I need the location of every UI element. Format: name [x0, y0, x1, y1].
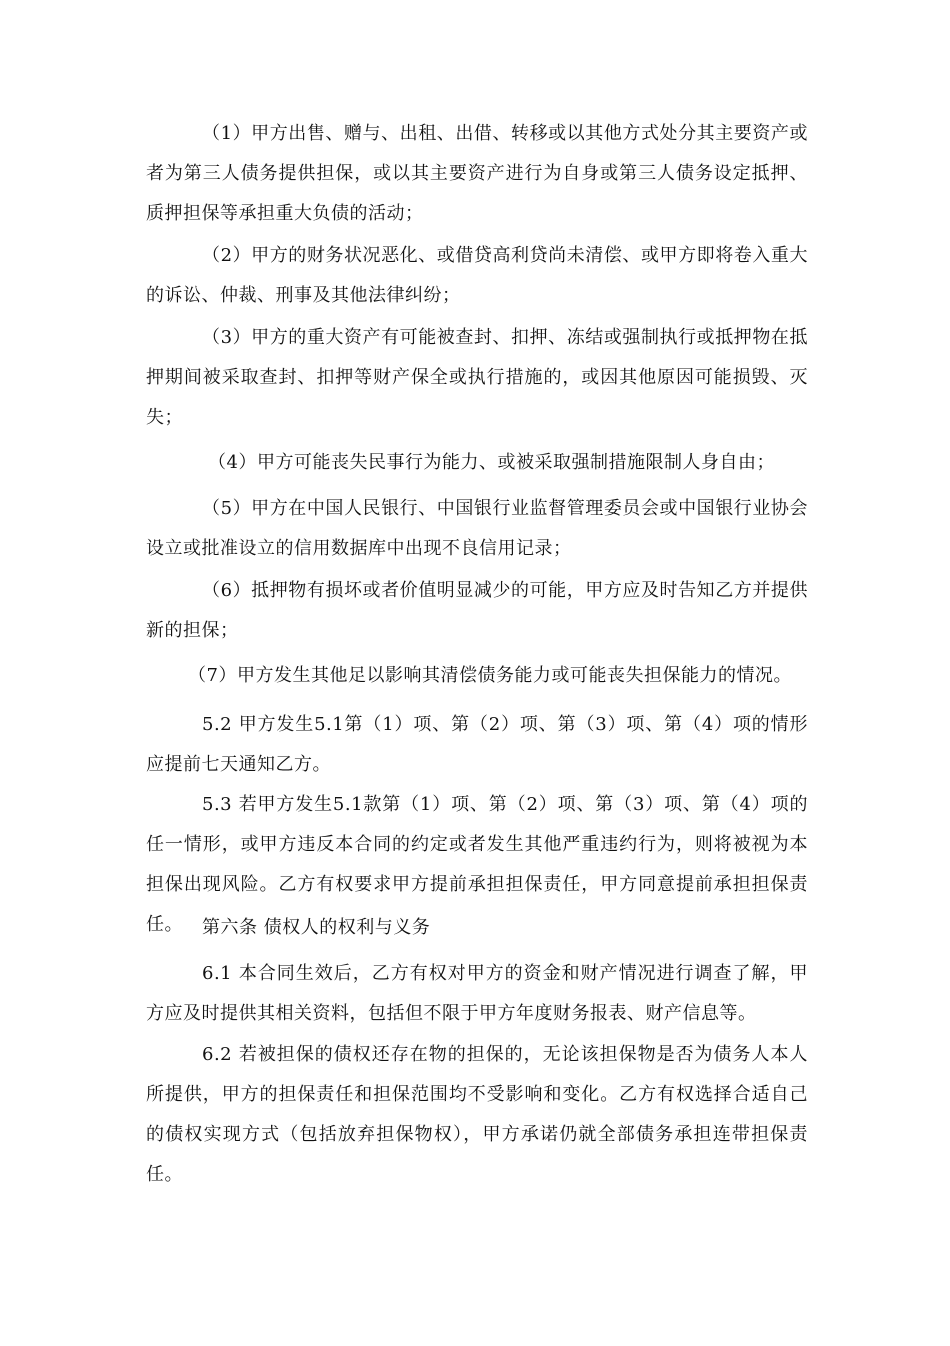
paragraph-clause-5-1-item-4: （4）甲方可能丧失民事行为能力、或被采取强制措施限制人身自由；	[208, 452, 775, 473]
paragraph-clause-5-1-item-5: （5）甲方在中国人民银行、中国银行业监督管理委员会或中国银行业协会设立或批准设立的信用数据库中出现不良信用记录；	[146, 498, 808, 559]
paragraph-clause-5-1-item-3: （3）甲方的重大资产有可能被查封、扣押、冻结或强制执行或抵押物在抵押期间被采取查封、扣押等财产保全或执行措施的，或因其他原因可能损毁、灭失；	[146, 327, 808, 428]
paragraph-clause-6-2: 6.2 若被担保的债权还存在物的担保的，无论该担保物是否为债务人本人所提供，甲方的担保责任和担保范围均不受影响和变化。乙方有权选择合适自己的债权实现方式（包括放弃担保物权），甲方承诺仍就全部债务承担连带担保责任。	[146, 1044, 808, 1185]
paragraph-clause-5-1-item-6: （6）抵押物有损坏或者价值明显减少的可能，甲方应及时告知乙方并提供新的担保；	[146, 580, 808, 641]
paragraph-clause-5-2: 5.2 甲方发生5.1第（1）项、第（2）项、第（3）项、第（4）项的情形应提前七天通知乙方。	[146, 714, 808, 775]
paragraph-clause-5-1-item-7: （7）甲方发生其他足以影响其清偿债务能力或可能丧失担保能力的情况。	[188, 665, 792, 686]
paragraph-clause-5-1-item-2: （2）甲方的财务状况恶化、或借贷高利贷尚未清偿、或甲方即将卷入重大的诉讼、仲裁、刑事及其他法律纠纷；	[146, 245, 808, 306]
paragraph-clause-6-1: 6.1 本合同生效后，乙方有权对甲方的资金和财产情况进行调查了解，甲方应及时提供其相关资料，包括但不限于甲方年度财务报表、财产信息等。	[146, 963, 808, 1024]
paragraph-clause-5-1-item-1: （1）甲方出售、赠与、出租、出借、转移或以其他方式处分其主要资产或者为第三人债务提供担保，或以其主要资产进行为自身或第三人债务设定抵押、质押担保等承担重大负债的活动；	[146, 123, 808, 224]
section-heading-article-6: 第六条 债权人的权利与义务	[202, 917, 431, 938]
paragraph-clause-5-3: 5.3 若甲方发生5.1款第（1）项、第（2）项、第（3）项、第（4）项的任一情形，或甲方违反本合同的约定或者发生其他严重违约行为，则将被视为本担保出现风险。乙方有权要求甲方提前承担担保责任，甲方同意提前承担担保责任。	[146, 794, 808, 935]
